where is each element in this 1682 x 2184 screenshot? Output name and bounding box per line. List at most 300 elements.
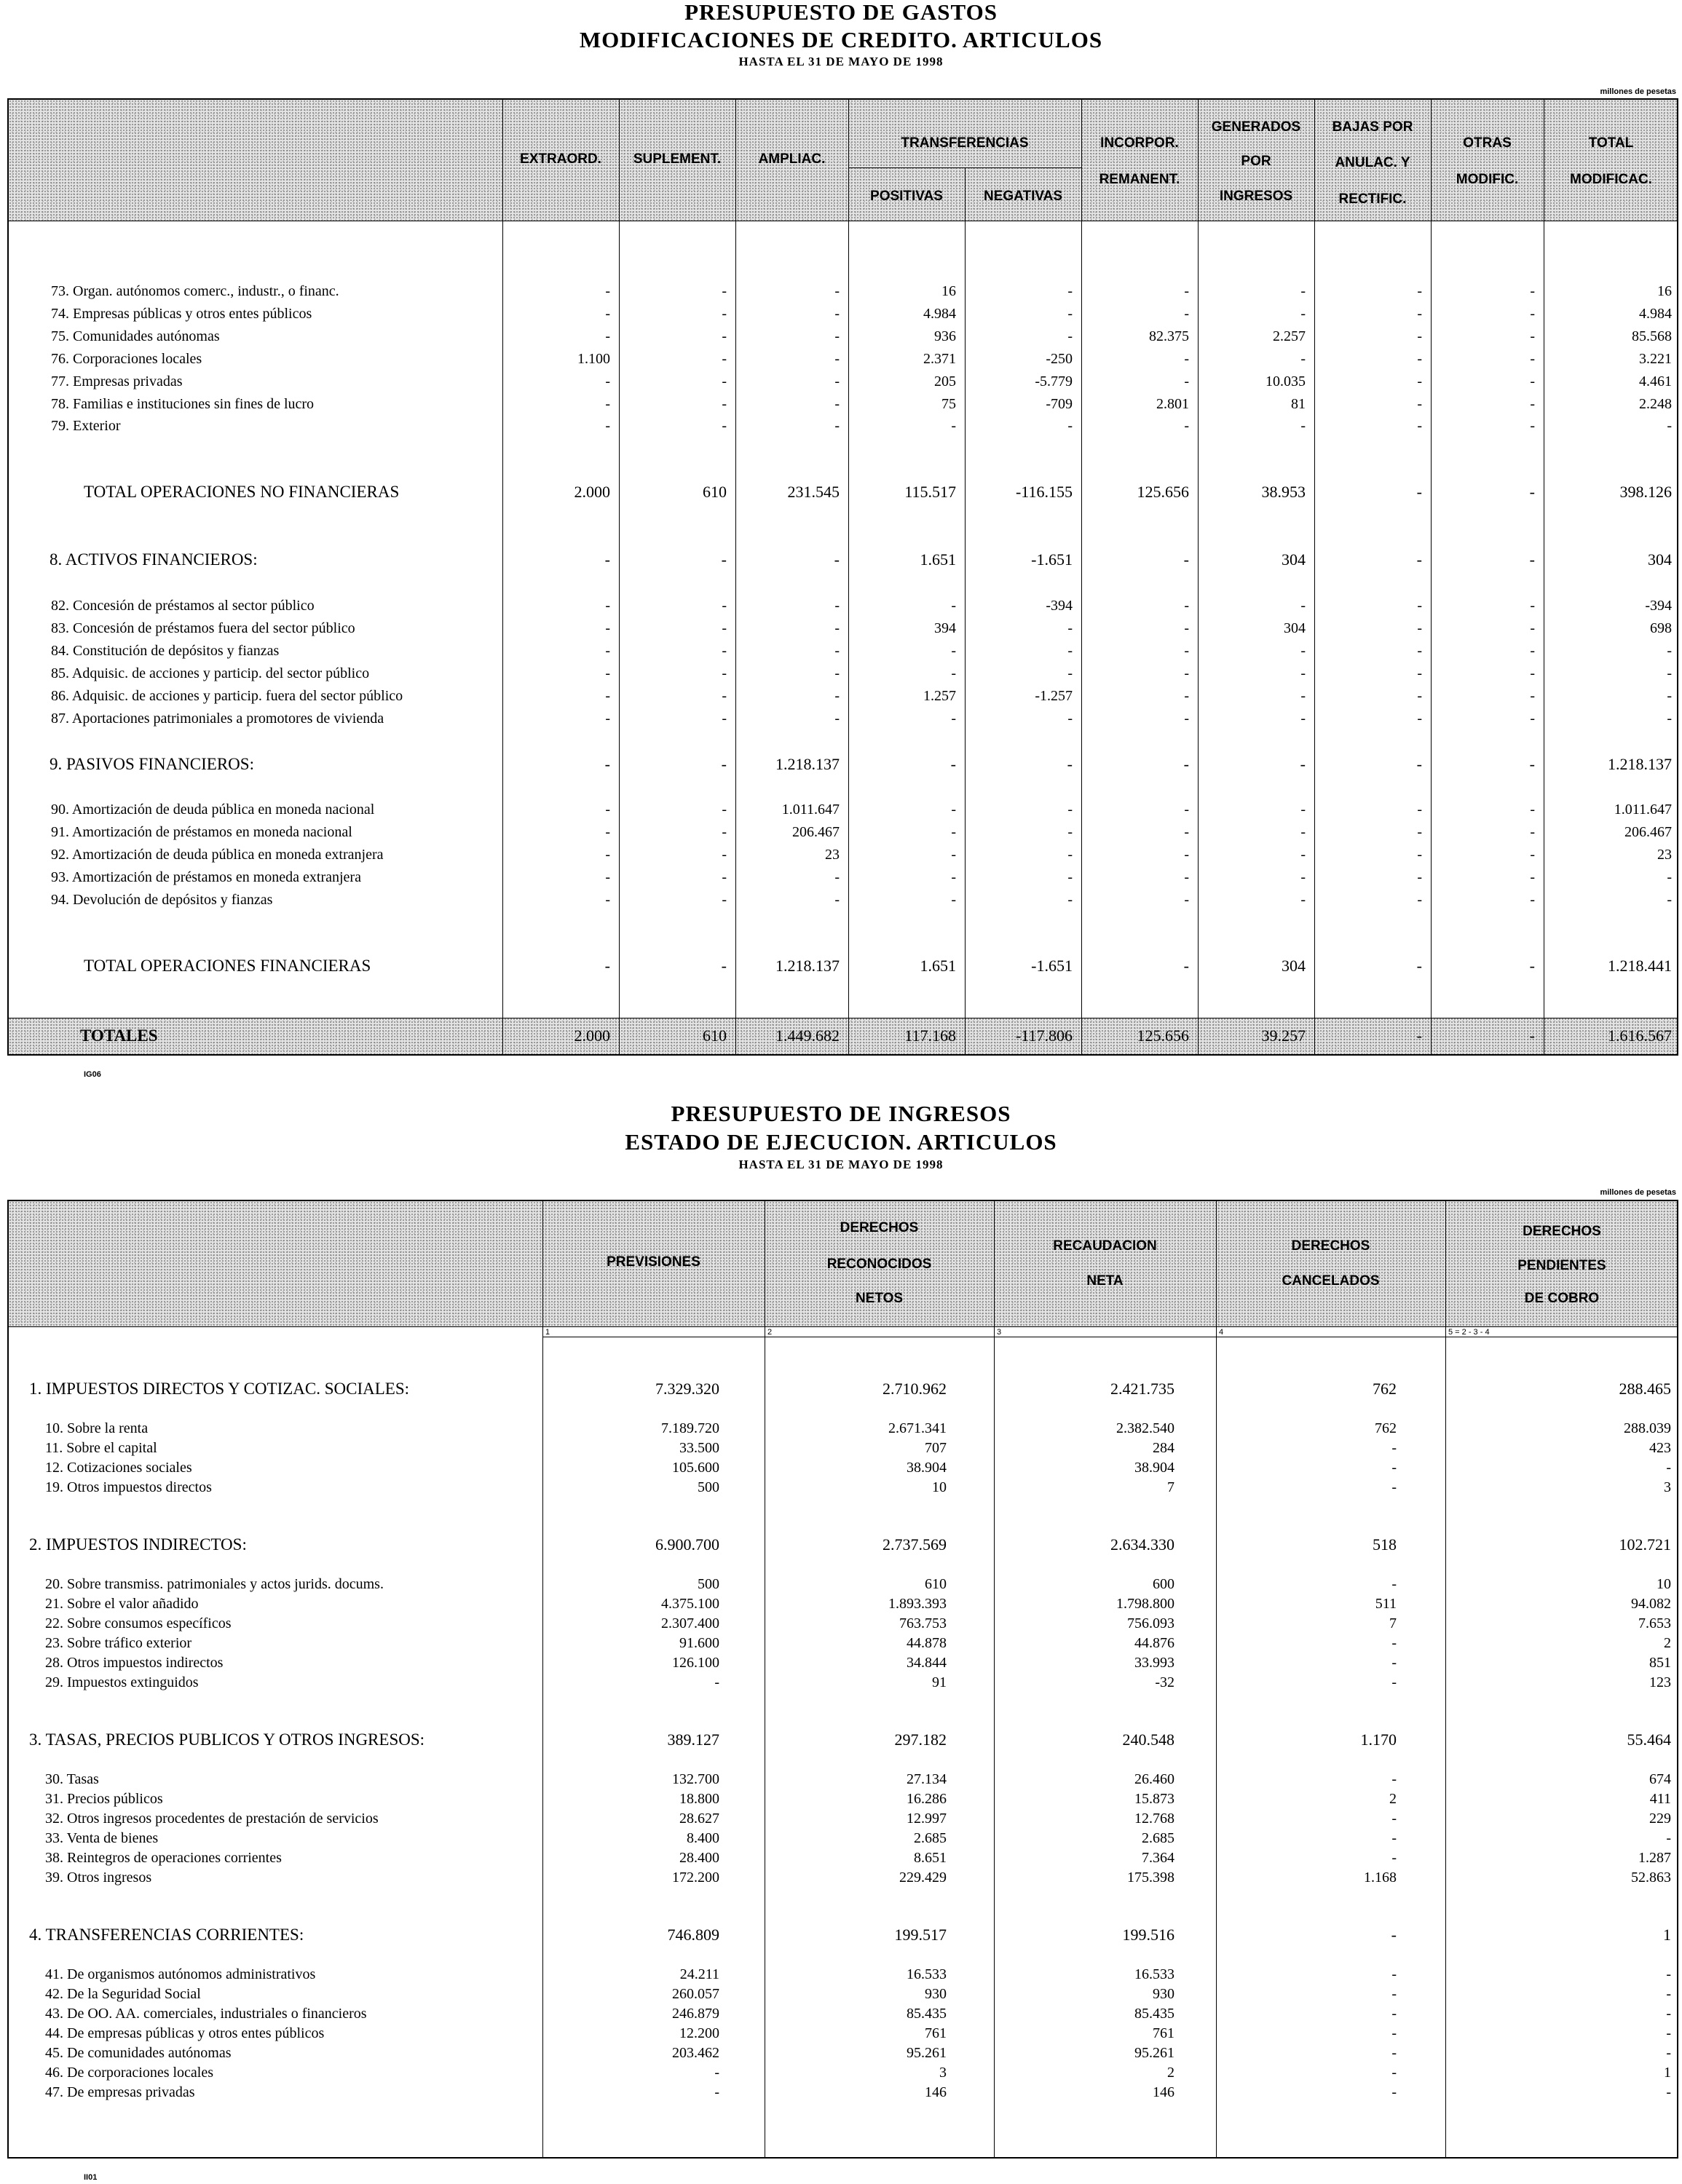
gastos-cell: - bbox=[1417, 665, 1422, 681]
ingresos-cell: 6.900.700 bbox=[655, 1535, 719, 1554]
ingresos-cell: 761 bbox=[925, 2025, 947, 2041]
gastos-row-label: TOTAL OPERACIONES NO FINANCIERAS bbox=[84, 483, 400, 501]
ingresos-cell: - bbox=[1666, 2045, 1671, 2061]
gastos-cell: - bbox=[1067, 306, 1073, 322]
ingresos-row-label: 4. TRANSFERENCIAS CORRIENTES: bbox=[29, 1926, 304, 1944]
gastos-cell: - bbox=[1067, 643, 1073, 659]
gastos-cell: - bbox=[722, 373, 727, 389]
gastos-cell: - bbox=[1067, 802, 1073, 818]
gastos-cell: 16 bbox=[1657, 283, 1672, 299]
ingresos-cell: 389.127 bbox=[667, 1730, 719, 1749]
hdr-rectific: RECTIFIC. bbox=[1338, 191, 1407, 207]
ingresos-units: millones de pesetas bbox=[1600, 1188, 1676, 1197]
ingresos-cell: 930 bbox=[1153, 1986, 1174, 2002]
gastos-cell: -394 bbox=[1046, 598, 1073, 614]
gastos-cell: - bbox=[1300, 351, 1306, 367]
gastos-row-label: 94. Devolución de depósitos y fianzas bbox=[51, 892, 273, 908]
ingresos-cell: 600 bbox=[1153, 1576, 1174, 1592]
ingresos-cell: 2 bbox=[1167, 2065, 1174, 2081]
ingresos-cell: 7.329.320 bbox=[655, 1380, 719, 1398]
gastos-row-label: 76. Corporaciones locales bbox=[51, 351, 202, 367]
gastos-cell: - bbox=[1530, 824, 1535, 840]
gastos-cell: - bbox=[1067, 869, 1073, 885]
ingresos-cell: 199.517 bbox=[894, 1926, 947, 1944]
gastos-cell: - bbox=[1184, 847, 1189, 863]
hdr-bajas: BAJAS POR bbox=[1332, 119, 1413, 135]
ingresos-cell: - bbox=[1391, 1576, 1397, 1592]
gastos-cell: - bbox=[722, 643, 727, 659]
gastos-cell: - bbox=[834, 283, 840, 299]
hdr-suplement: SUPLEMENT. bbox=[633, 151, 722, 167]
gastos-cell: - bbox=[834, 418, 840, 434]
ingresos-cell: 12.200 bbox=[679, 2025, 719, 2041]
gastos-totales-cell: 1.449.682 bbox=[775, 1026, 840, 1045]
hdr-pendientes: PENDIENTES bbox=[1517, 1258, 1606, 1273]
ingresos-cell: - bbox=[1391, 1830, 1397, 1846]
hdr-total: TOTAL bbox=[1588, 135, 1634, 151]
ingresos-cell: 7.653 bbox=[1638, 1615, 1671, 1631]
ingresos-cell: 175.398 bbox=[1127, 1870, 1174, 1886]
ingresos-cell: 2.685 bbox=[914, 1830, 947, 1846]
gastos-totales-cell: 2.000 bbox=[574, 1026, 610, 1045]
gastos-row-label: 73. Organ. autónomos comerc., industr., o financ. bbox=[51, 283, 339, 299]
ingresos-cell: 260.057 bbox=[672, 1986, 719, 2002]
gastos-cell: -1.651 bbox=[1031, 957, 1073, 975]
gastos-cell: - bbox=[1067, 418, 1073, 434]
ingresos-cell: 763.753 bbox=[899, 1615, 947, 1631]
ingresos-cell: 44.876 bbox=[1134, 1635, 1174, 1651]
ingresos-cell: 707 bbox=[925, 1440, 947, 1456]
ingresos-cell: - bbox=[1666, 1986, 1671, 2002]
gastos-cell: - bbox=[1667, 869, 1672, 885]
ingresos-cell: 2.710.962 bbox=[883, 1380, 947, 1398]
gastos-cell: 23 bbox=[825, 847, 840, 863]
ingresos-cell: 16.533 bbox=[907, 1966, 947, 1982]
ingresos-cell: 55.464 bbox=[1627, 1730, 1671, 1749]
gastos-cell: - bbox=[834, 869, 840, 885]
gastos-cell: - bbox=[951, 418, 956, 434]
gastos-cell: - bbox=[951, 643, 956, 659]
gastos-cell: - bbox=[1667, 892, 1672, 908]
gastos-cell: - bbox=[1417, 869, 1422, 885]
gastos-col-divider bbox=[1198, 98, 1199, 1056]
ingresos-cell: 85.435 bbox=[907, 2006, 947, 2022]
gastos-cell: - bbox=[1417, 373, 1422, 389]
gastos-cell: - bbox=[1667, 665, 1672, 681]
gastos-cell: - bbox=[1417, 802, 1422, 818]
gastos-totales-cell: 125.656 bbox=[1137, 1026, 1189, 1045]
gastos-cell: - bbox=[605, 306, 610, 322]
ingresos-cell: - bbox=[1391, 1966, 1397, 1982]
ingresos-cell: 762 bbox=[1375, 1420, 1397, 1436]
gastos-cell: - bbox=[1530, 373, 1535, 389]
gastos-cell: - bbox=[951, 892, 956, 908]
ingresos-cell: 288.039 bbox=[1624, 1420, 1671, 1436]
hdr-generados: GENERADOS bbox=[1211, 119, 1301, 135]
hdr-incorpor: INCORPOR. bbox=[1100, 135, 1179, 151]
gastos-cell: - bbox=[1667, 711, 1672, 727]
ingresos-cell: 284 bbox=[1153, 1440, 1174, 1456]
ingresos-cell: 132.700 bbox=[672, 1771, 719, 1787]
gastos-cell: - bbox=[1416, 550, 1422, 569]
gastos-cell: - bbox=[834, 328, 840, 344]
ingresos-cell: 7 bbox=[1167, 1479, 1174, 1495]
gastos-cell: - bbox=[1184, 688, 1189, 704]
gastos-cell: - bbox=[1067, 755, 1073, 773]
ingresos-cell: 8.400 bbox=[687, 1830, 719, 1846]
gastos-cell: - bbox=[1184, 643, 1189, 659]
gastos-cell: 2.257 bbox=[1273, 328, 1306, 344]
gastos-cell: 1.218.137 bbox=[775, 957, 840, 975]
gastos-cell: - bbox=[1184, 598, 1189, 614]
gastos-cell: -5.779 bbox=[1035, 373, 1073, 389]
ingresos-cell: 761 bbox=[1153, 2025, 1174, 2041]
gastos-cell: - bbox=[722, 283, 727, 299]
gastos-cell: -1.257 bbox=[1035, 688, 1073, 704]
gastos-cell: - bbox=[1417, 824, 1422, 840]
ingresos-row-label: 43. De OO. AA. comerciales, industriales o financieros bbox=[45, 2006, 367, 2022]
gastos-cell: - bbox=[1529, 483, 1535, 501]
ingresos-cell: 423 bbox=[1649, 1440, 1671, 1456]
ingresos-row-label: 22. Sobre consumos específicos bbox=[45, 1615, 232, 1631]
gastos-cell: - bbox=[605, 418, 610, 434]
hdr-reconocidos: RECONOCIDOS bbox=[826, 1257, 932, 1272]
ingresos-cell: - bbox=[1391, 1479, 1397, 1495]
colno-2: 2 bbox=[767, 1328, 773, 1337]
colno-1: 1 bbox=[545, 1328, 550, 1337]
gastos-cell: - bbox=[1416, 957, 1422, 975]
gastos-cell: - bbox=[722, 869, 727, 885]
gastos-cell: - bbox=[1183, 550, 1189, 569]
gastos-cell: - bbox=[721, 550, 727, 569]
gastos-cell: 4.984 bbox=[923, 306, 956, 322]
gastos-cell: - bbox=[1184, 869, 1189, 885]
gastos-cell: - bbox=[1300, 892, 1306, 908]
gastos-row-label: 85. Adquisic. de acciones y particip. del sector público bbox=[51, 665, 370, 681]
ingresos-cell: - bbox=[1391, 1986, 1397, 2002]
gastos-cell: - bbox=[1184, 351, 1189, 367]
gastos-cell: - bbox=[1067, 711, 1073, 727]
ingresos-cell: 1.798.800 bbox=[1116, 1596, 1174, 1612]
ingresos-row-label: 30. Tasas bbox=[45, 1771, 99, 1787]
ingresos-cell: 105.600 bbox=[672, 1460, 719, 1476]
gastos-totales-cell: - bbox=[1529, 1026, 1535, 1045]
colno-3: 3 bbox=[997, 1328, 1002, 1337]
ingresos-row-label: 28. Otros impuestos indirectos bbox=[45, 1655, 224, 1671]
gastos-cell: - bbox=[1300, 306, 1306, 322]
gastos-cell: 85.568 bbox=[1632, 328, 1672, 344]
gastos-row-label: 74. Empresas públicas y otros entes públicos bbox=[51, 306, 312, 322]
gastos-cell: 610 bbox=[703, 483, 727, 501]
gastos-cell: - bbox=[605, 892, 610, 908]
ingresos-cell: 38.904 bbox=[1134, 1460, 1174, 1476]
gastos-cell: - bbox=[604, 550, 610, 569]
hdr-cancel-derechos: DERECHOS bbox=[1291, 1238, 1370, 1254]
gastos-cell: - bbox=[1184, 711, 1189, 727]
gastos-cell: - bbox=[605, 620, 610, 636]
gastos-cell: - bbox=[834, 711, 840, 727]
ingresos-row-label: 19. Otros impuestos directos bbox=[45, 1479, 212, 1495]
ingresos-cell: 518 bbox=[1373, 1535, 1397, 1554]
ingresos-row-label: 1. IMPUESTOS DIRECTOS Y COTIZAC. SOCIALES: bbox=[29, 1380, 410, 1398]
gastos-cell: - bbox=[604, 755, 610, 773]
gastos-cell: - bbox=[1530, 418, 1535, 434]
gastos-cell: - bbox=[1300, 643, 1306, 659]
ingresos-cell: - bbox=[1666, 1966, 1671, 1982]
gastos-col-divider bbox=[1081, 98, 1082, 1056]
hdr-otras: OTRAS bbox=[1463, 135, 1512, 151]
gastos-cell: - bbox=[722, 847, 727, 863]
gastos-cell: - bbox=[1417, 351, 1422, 367]
gastos-totals-band bbox=[9, 1018, 1677, 1054]
ingresos-cell: 12.997 bbox=[907, 1811, 947, 1827]
ingresos-cell: - bbox=[1391, 2025, 1397, 2041]
gastos-title-2: MODIFICACIONES DE CREDITO. ARTICULOS bbox=[579, 27, 1103, 52]
gastos-cell: 1.218.137 bbox=[1608, 755, 1672, 773]
gastos-cell: - bbox=[605, 711, 610, 727]
gastos-cell: - bbox=[834, 373, 840, 389]
gastos-cell: -250 bbox=[1046, 351, 1073, 367]
ingresos-cell: 146 bbox=[925, 2084, 947, 2100]
ingresos-cell: 229.429 bbox=[899, 1870, 947, 1886]
ingresos-col-divider bbox=[1445, 1200, 1446, 2159]
gastos-cell: - bbox=[1417, 620, 1422, 636]
gastos-row-label: 75. Comunidades autónomas bbox=[51, 328, 220, 344]
hdr-ingresos: INGRESOS bbox=[1219, 189, 1293, 204]
gastos-cell: 2.000 bbox=[574, 483, 610, 501]
gastos-col-divider bbox=[619, 98, 620, 1056]
ingresos-cell: 2.421.735 bbox=[1110, 1380, 1174, 1398]
gastos-cell: 304 bbox=[1648, 550, 1672, 569]
gastos-cell: -116.155 bbox=[1015, 483, 1073, 501]
gastos-cell: - bbox=[1667, 643, 1672, 659]
gastos-cell: - bbox=[951, 847, 956, 863]
hdr-cancelados: CANCELADOS bbox=[1282, 1273, 1380, 1289]
gastos-cell: -1.651 bbox=[1031, 550, 1073, 569]
gastos-cell: 1.651 bbox=[920, 957, 956, 975]
gastos-cell: - bbox=[1183, 755, 1189, 773]
ingresos-cell: 91 bbox=[932, 1674, 947, 1690]
gastos-row-label: 84. Constitución de depósitos y fianzas bbox=[51, 643, 280, 659]
gastos-cell: - bbox=[1417, 283, 1422, 299]
gastos-cell: - bbox=[1416, 483, 1422, 501]
ingresos-cell: - bbox=[714, 2084, 719, 2100]
gastos-cell: - bbox=[1184, 418, 1189, 434]
ingresos-cell: 2.382.540 bbox=[1116, 1420, 1174, 1436]
gastos-col-divider bbox=[735, 98, 736, 1056]
ingresos-cell: - bbox=[1666, 1460, 1671, 1476]
gastos-cell: - bbox=[605, 396, 610, 412]
ingresos-cell: 34.844 bbox=[907, 1655, 947, 1671]
gastos-row-label: 86. Adquisic. de acciones y particip. fuera del sector público bbox=[51, 688, 403, 704]
gastos-cell: -394 bbox=[1645, 598, 1672, 614]
gastos-cell: - bbox=[1416, 755, 1422, 773]
gastos-cell: - bbox=[604, 957, 610, 975]
hdr-derechos: DERECHOS bbox=[840, 1220, 919, 1235]
gastos-cell: 205 bbox=[934, 373, 956, 389]
gastos-cell: 115.517 bbox=[904, 483, 956, 501]
ingresos-cell: - bbox=[714, 2065, 719, 2081]
gastos-cell: - bbox=[1530, 665, 1535, 681]
hdr-netos: NETOS bbox=[855, 1291, 904, 1306]
ingresos-cell: 146 bbox=[1153, 2084, 1174, 2100]
gastos-cell: - bbox=[1530, 351, 1535, 367]
ingresos-cell: 3 bbox=[1664, 1479, 1671, 1495]
gastos-cell: -709 bbox=[1046, 396, 1073, 412]
ingresos-row-label: 47. De empresas privadas bbox=[45, 2084, 195, 2100]
ingresos-cell: 2.685 bbox=[1142, 1830, 1174, 1846]
gastos-cell: - bbox=[1530, 892, 1535, 908]
gastos-cell: - bbox=[1300, 869, 1306, 885]
gastos-cell: 2.371 bbox=[923, 351, 956, 367]
gastos-cell: 304 bbox=[1282, 550, 1306, 569]
ingresos-cell: - bbox=[1666, 2025, 1671, 2041]
gastos-cell: 2.801 bbox=[1156, 396, 1189, 412]
gastos-cell: - bbox=[1530, 283, 1535, 299]
gastos-row-label: TOTAL OPERACIONES FINANCIERAS bbox=[84, 957, 371, 975]
ingresos-title-2: ESTADO DE EJECUCION. ARTICULOS bbox=[625, 1129, 1057, 1155]
ingresos-cell: 10 bbox=[1657, 1576, 1671, 1592]
hdr-por: POR bbox=[1241, 154, 1271, 169]
ingresos-cell: 15.873 bbox=[1134, 1791, 1174, 1807]
ingresos-row-label: 45. De comunidades autónomas bbox=[45, 2045, 232, 2061]
gastos-cell: - bbox=[722, 598, 727, 614]
hdr-otras-modific: MODIFIC. bbox=[1456, 172, 1519, 187]
gastos-table bbox=[7, 98, 1678, 1056]
gastos-cell: - bbox=[1530, 306, 1535, 322]
ingresos-cell: 126.100 bbox=[672, 1655, 719, 1671]
ingresos-row-label: 39. Otros ingresos bbox=[45, 1870, 152, 1886]
gastos-cell: - bbox=[1184, 373, 1189, 389]
gastos-cell: - bbox=[1530, 643, 1535, 659]
ingresos-cell: - bbox=[1391, 1440, 1397, 1456]
ingresos-cell: 172.200 bbox=[672, 1870, 719, 1886]
gastos-cell: - bbox=[1300, 711, 1306, 727]
ingresos-cell: 7.364 bbox=[1142, 1850, 1174, 1866]
ingresos-cell: 26.460 bbox=[1134, 1771, 1174, 1787]
gastos-row-label: 87. Aportaciones patrimoniales a promotores de vivienda bbox=[51, 711, 384, 727]
gastos-cell: - bbox=[834, 306, 840, 322]
ingresos-cell: 38.904 bbox=[907, 1460, 947, 1476]
ingresos-cell: - bbox=[1666, 2084, 1671, 2100]
gastos-cell: - bbox=[834, 620, 840, 636]
ingresos-row-label: 38. Reintegros de operaciones corrientes bbox=[45, 1850, 282, 1866]
ingresos-cell: 24.211 bbox=[679, 1966, 719, 1982]
ingresos-cell: 33.500 bbox=[679, 1440, 719, 1456]
ingresos-cell: 85.435 bbox=[1134, 2006, 1174, 2022]
gastos-totales-cell: -117.806 bbox=[1015, 1026, 1073, 1045]
gastos-cell: - bbox=[1530, 688, 1535, 704]
gastos-cell: 23 bbox=[1657, 847, 1672, 863]
gastos-cell: - bbox=[951, 711, 956, 727]
ingresos-row-label: 23. Sobre tráfico exterior bbox=[45, 1635, 192, 1651]
ingresos-cell: 851 bbox=[1649, 1655, 1671, 1671]
ingresos-cell: - bbox=[1391, 1460, 1397, 1476]
ingresos-cell: 27.134 bbox=[907, 1771, 947, 1787]
gastos-totales-cell: - bbox=[1416, 1026, 1422, 1045]
ingresos-col-divider bbox=[994, 1200, 995, 2159]
gastos-cell: - bbox=[1417, 688, 1422, 704]
ingresos-cell: - bbox=[1391, 1635, 1397, 1651]
gastos-cell: - bbox=[1067, 283, 1073, 299]
ingresos-cell: 94.082 bbox=[1631, 1596, 1671, 1612]
gastos-totales-label: TOTALES bbox=[80, 1026, 158, 1045]
gastos-cell: - bbox=[1417, 892, 1422, 908]
gastos-cell: 1.011.647 bbox=[781, 802, 840, 818]
gastos-cell: - bbox=[722, 620, 727, 636]
gastos-cell: - bbox=[1184, 824, 1189, 840]
gastos-cell: - bbox=[1417, 711, 1422, 727]
gastos-cell: - bbox=[722, 802, 727, 818]
ingresos-row-label: 2. IMPUESTOS INDIRECTOS: bbox=[29, 1535, 247, 1554]
gastos-cell: 936 bbox=[934, 328, 956, 344]
gastos-cell: - bbox=[722, 688, 727, 704]
gastos-cell: - bbox=[1183, 957, 1189, 975]
gastos-cell: - bbox=[1300, 598, 1306, 614]
gastos-cell: - bbox=[1529, 550, 1535, 569]
ingresos-cell: 1.168 bbox=[1364, 1870, 1397, 1886]
gastos-col-divider bbox=[1314, 98, 1315, 1056]
ingresos-cell: 16.533 bbox=[1134, 1966, 1174, 1982]
ingresos-row-label: 42. De la Seguridad Social bbox=[45, 1986, 201, 2002]
gastos-cell: 394 bbox=[934, 620, 956, 636]
gastos-cell: - bbox=[1067, 328, 1073, 344]
ingresos-cell: 610 bbox=[925, 1576, 947, 1592]
gastos-cell: - bbox=[605, 598, 610, 614]
hdr-pend-derechos: DERECHOS bbox=[1523, 1224, 1601, 1239]
gastos-col-divider bbox=[1431, 98, 1432, 1056]
hdr-negativas: NEGATIVAS bbox=[983, 189, 1063, 204]
hdr-extraord: EXTRAORD. bbox=[520, 151, 601, 167]
gastos-cell: 304 bbox=[1284, 620, 1306, 636]
ingresos-cell: 203.462 bbox=[672, 2045, 719, 2061]
gastos-row-label: 82. Concesión de préstamos al sector público bbox=[51, 598, 315, 614]
ingresos-cell: 28.400 bbox=[679, 1850, 719, 1866]
ingresos-cell: 297.182 bbox=[894, 1730, 947, 1749]
hdr-neta: NETA bbox=[1086, 1273, 1124, 1289]
ingresos-row-label: 46. De corporaciones locales bbox=[45, 2065, 214, 2081]
gastos-cell: - bbox=[721, 755, 727, 773]
gastos-cell: - bbox=[1530, 620, 1535, 636]
gastos-cell: 698 bbox=[1650, 620, 1672, 636]
gastos-cell: - bbox=[1667, 688, 1672, 704]
gastos-cell: 81 bbox=[1291, 396, 1306, 412]
gastos-cell: - bbox=[951, 665, 956, 681]
gastos-cell: - bbox=[605, 643, 610, 659]
ingresos-cell: 246.879 bbox=[672, 2006, 719, 2022]
gastos-cell: - bbox=[605, 373, 610, 389]
ingresos-cell: - bbox=[1391, 2045, 1397, 2061]
ingresos-cell: 2.671.341 bbox=[888, 1420, 947, 1436]
ingresos-cell: - bbox=[714, 1674, 719, 1690]
gastos-col-divider bbox=[502, 98, 503, 1056]
ingresos-cell: - bbox=[1666, 1830, 1671, 1846]
ingresos-cell: - bbox=[1391, 1655, 1397, 1671]
ingresos-cell: 674 bbox=[1649, 1771, 1671, 1787]
ingresos-cell: 930 bbox=[925, 1986, 947, 2002]
ingresos-cell: 91.600 bbox=[679, 1635, 719, 1651]
gastos-cell: - bbox=[1300, 755, 1306, 773]
ingresos-cell: 1 bbox=[1663, 1926, 1671, 1944]
ingresos-cell: - bbox=[1391, 2084, 1397, 2100]
gastos-cell: - bbox=[1417, 396, 1422, 412]
ingresos-cell: 411 bbox=[1649, 1791, 1671, 1807]
ingresos-cell: 2.307.400 bbox=[661, 1615, 719, 1631]
gastos-cell: - bbox=[721, 957, 727, 975]
gastos-cell: - bbox=[605, 824, 610, 840]
ingresos-cell: 95.261 bbox=[1134, 2045, 1174, 2061]
ingresos-cell: 199.516 bbox=[1122, 1926, 1174, 1944]
